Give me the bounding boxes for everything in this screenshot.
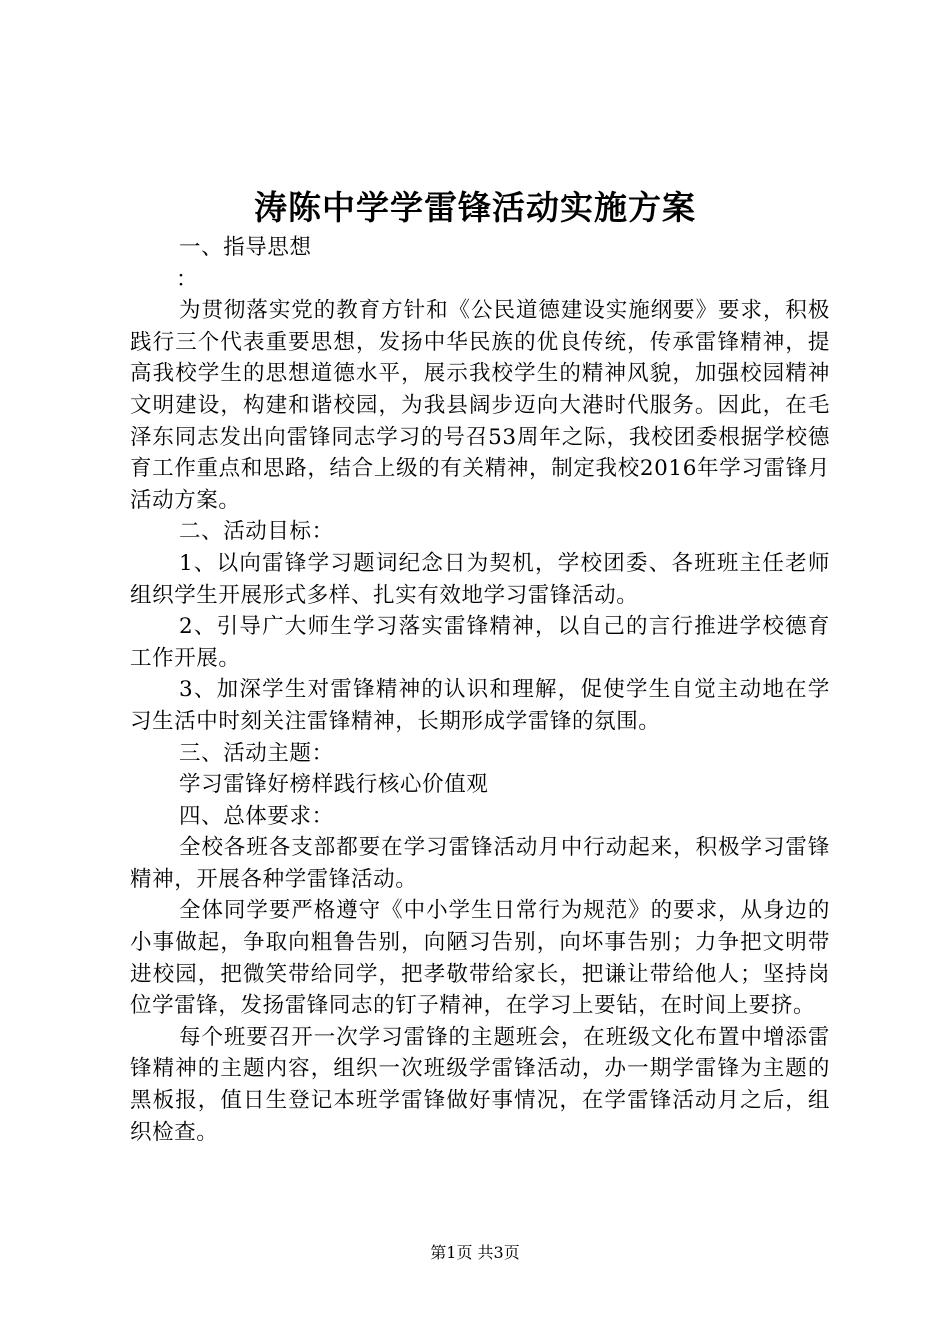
requirement-paragraph-1: 全校各班各支部都要在学习雷锋活动月中行动起来，积极学习雷锋精神，开展各种学雷锋活动。 (130, 835, 830, 892)
paragraph-intro: 为贯彻落实党的教育方针和《公民道德建设实施纲要》要求，积极践行三个代表重要思想，发扬中华民族的优良传统，传承雷锋精神，提高我校学生的思想道德水平，展示我校学生的精神风貌，加强校园精神文明建设，构建和谐校园，为我县阔步迈向大港时代服务。因此，在毛泽东同志发出向雷锋同志学习的号召53周年之际，我校团委根据学校德育工作重点和思路，结合上级的有关精神，制定我校2016年学习雷锋月活动方案。 (130, 298, 830, 513)
goal-item-2: 2、引导广大师生学习落实雷锋精神，以自己的言行推进学校德育工作开展。 (130, 614, 830, 671)
colon-line: ： (176, 266, 199, 292)
page-footer: 第1页 共3页 (430, 1243, 520, 1262)
section-heading-goals: 二、活动目标： (179, 519, 334, 545)
section-heading-requirements: 四、总体要求： (179, 803, 334, 829)
requirement-paragraph-2: 全体同学要严格遵守《中小学生日常行为规范》的要求，从身边的小事做起，争取向粗鲁告别，向陋习告别，向坏事告别；力争把文明带进校园，把微笑带给同学，把孝敬带给家长，把谦让带给他人；坚持岗位学雷锋，发扬雷锋同志的钉子精神，在学习上要钻，在时间上要挤。 (130, 898, 830, 1019)
theme-text: 学习雷锋好榜样践行核心价值观 (179, 772, 489, 798)
section-heading-guiding-ideology: 一、指导思想 (179, 235, 312, 260)
goal-item-1: 1、以向雷锋学习题词纪念日为契机，学校团委、各班班主任老师组织学生开展形式多样、扎实有效地学习雷锋活动。 (130, 550, 830, 608)
requirement-paragraph-3: 每个班要召开一次学习雷锋的主题班会，在班级文化布置中增添雷锋精神的主题内容，组织一次班级学雷锋活动，办一期学雷锋为主题的黑板报，值日生登记本班学雷锋做好事情况，在学雷锋活动月之后，组织检查。 (130, 1024, 830, 1145)
section-heading-theme: 三、活动主题： (179, 740, 334, 766)
goal-item-3: 3、加深学生对雷锋精神的认识和理解，促使学生自觉主动地在学习生活中时刻关注雷锋精神，长期形成学雷锋的氛围。 (130, 677, 830, 734)
document-title: 涛陈中学学雷锋活动实施方案 (254, 188, 696, 227)
document-body (130, 232, 830, 1148)
